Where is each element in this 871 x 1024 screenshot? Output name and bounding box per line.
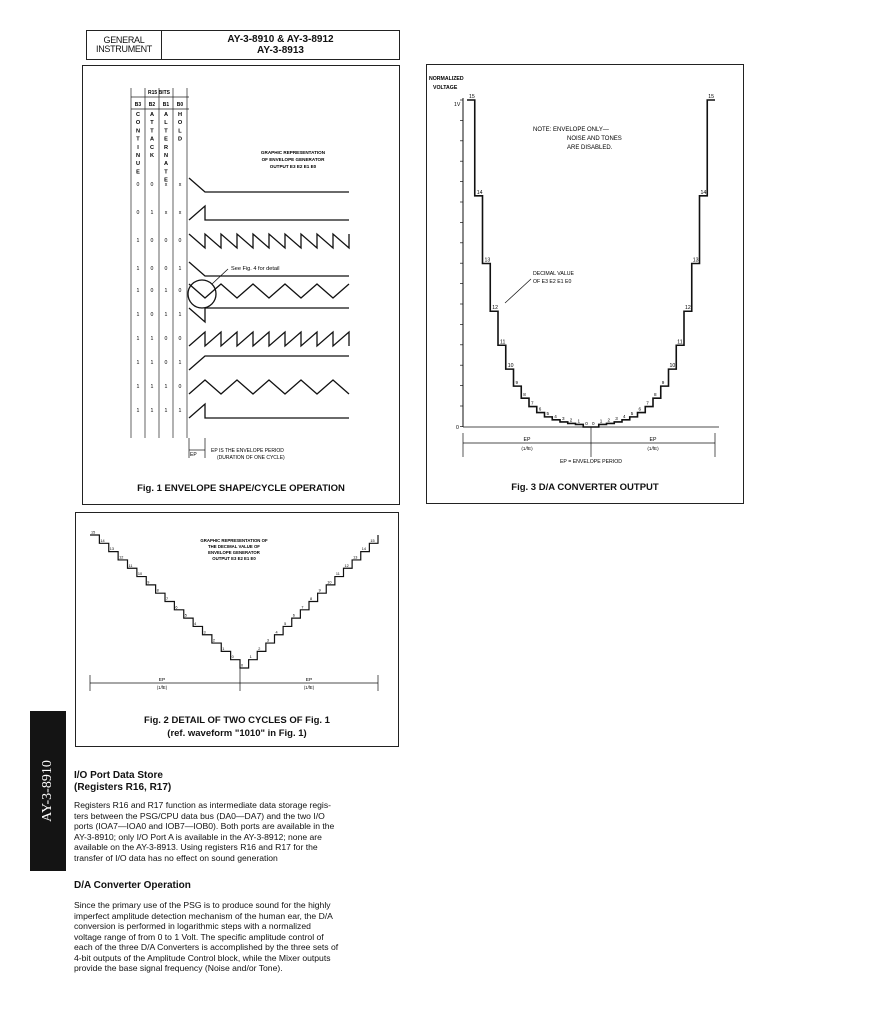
fig2-step-label: 14 xyxy=(361,547,366,552)
fig1-waveform-1100 xyxy=(189,332,349,346)
fig1-bit-value: 0 xyxy=(164,266,168,272)
fig1-colname-letter: E xyxy=(136,169,140,176)
section1-line: Registers R16 and R17 function as intermediate data storage regis- xyxy=(74,800,331,810)
fig3-step-value: 14 xyxy=(476,189,483,196)
fig2-step-label: 6 xyxy=(292,613,295,618)
fig1-bit-value: 1 xyxy=(136,312,140,318)
fig1-bit-value: x xyxy=(164,182,168,188)
fig1-colname-letter: I xyxy=(137,144,139,151)
section1-line: available on the AY-3-8913. Using registers R16 and R17 for the xyxy=(74,842,318,852)
section1-line: ters between the PSG/CPU data bus (DA0—DA7) and the two I/O xyxy=(74,810,325,821)
fig1-bit-b3: B3 xyxy=(134,102,142,108)
fig1-bit-value: 1 xyxy=(136,238,140,244)
section1-paragraph xyxy=(74,800,392,863)
fig1-colname-letter: O xyxy=(135,120,141,127)
fig1-bit-value: 1 xyxy=(164,288,168,294)
section2-line: conversion is performed in logarithmic steps with a normalized xyxy=(74,921,311,931)
fig3-step-value: 11 xyxy=(500,339,506,346)
fig3-step-value: 7 xyxy=(646,400,649,406)
fig2-ep-left-sub: (1/fE) xyxy=(156,685,168,690)
fig1-colname-letter: T xyxy=(136,136,140,143)
fig2-step-label: 2 xyxy=(258,646,261,651)
fig2-step-label: 11 xyxy=(335,572,340,577)
fig1-waveform-1110 xyxy=(189,380,349,394)
fig3-step-value: 15 xyxy=(469,94,475,100)
section-side-tab xyxy=(30,711,66,871)
fig2-step-label: 8 xyxy=(310,597,313,601)
fig2-label-2: THE DECIMAL VALUE OF xyxy=(208,544,260,549)
fig2-step-label: 9 xyxy=(318,588,321,593)
section-io-port xyxy=(74,770,392,863)
fig1-bit-value: 1 xyxy=(150,336,154,342)
fig1-bit-value: 0 xyxy=(136,210,140,216)
fig1-bit-value: 1 xyxy=(150,408,154,414)
fig2-step-label: 7 xyxy=(301,605,304,610)
fig1-bit-value: 1 xyxy=(136,384,140,390)
fig3-step-value: 0 xyxy=(585,421,588,426)
section1-line: ports (IOA7—IOA0 and IOB7—IOB0). Both ports are available in the xyxy=(74,821,335,831)
fig3-ylabel-1: NORMALIZED xyxy=(429,76,464,82)
fig2-step-label: 13 xyxy=(353,555,358,560)
fig1-colname-letter: H xyxy=(177,112,183,118)
fig3-ep-left-sub: (1/fE) xyxy=(521,446,533,451)
fig3-ep-note: EP = ENVELOPE PERIOD xyxy=(559,459,623,465)
fig1-bit-value: 0 xyxy=(150,238,154,244)
section1-title-2: (Registers R16, R17) xyxy=(74,782,172,793)
fig1-waveform-01xx xyxy=(189,206,349,220)
fig1-diagram xyxy=(83,66,399,504)
fig2-step-label: 4 xyxy=(194,621,197,626)
figure-3 xyxy=(426,64,744,504)
fig1-bit-value: 0 xyxy=(164,238,168,244)
fig3-step-value: 3 xyxy=(562,415,565,421)
fig3-step-value: 11 xyxy=(677,339,683,346)
fig1-bit-value: 1 xyxy=(150,360,154,366)
fig3-chart xyxy=(427,65,743,503)
fig2-step-label: 3 xyxy=(266,638,269,643)
fig1-colname-letter: T xyxy=(164,128,168,135)
fig2-step-label: 11 xyxy=(128,563,133,568)
fig3-note-1: NOTE: ENVELOPE ONLY— xyxy=(533,127,609,133)
fig1-colname-letter: A xyxy=(149,136,155,143)
fig1-bit-value: 1 xyxy=(164,408,168,414)
fig1-bit-b0: B0 xyxy=(176,102,184,108)
fig1-colname-letter: C xyxy=(149,144,155,151)
fig2-caption-1: Fig. 2 DETAIL OF TWO CYCLES OF Fig. 1 xyxy=(144,715,330,726)
fig1-bit-value: 0 xyxy=(178,288,182,294)
section2-title: D/A Converter Operation xyxy=(74,880,191,891)
fig3-step-value: 2 xyxy=(607,417,611,423)
fig2-step-label: 1 xyxy=(249,655,252,660)
fig1-bit-value: 1 xyxy=(136,336,140,342)
fig1-bit-value: x xyxy=(178,210,182,216)
fig1-bit-value: x xyxy=(178,182,182,188)
fig3-step-value: 5 xyxy=(630,410,634,416)
fig1-bit-value: 1 xyxy=(178,312,182,318)
fig3-step-value: 10 xyxy=(507,363,514,370)
section2-line: provide the base signal frequency (Noise and/or Tone). xyxy=(74,963,283,973)
fig2-step-label: 10 xyxy=(327,580,332,585)
fig2-step-label: 0 xyxy=(231,655,234,660)
fig3-note-3: ARE DISABLED. xyxy=(567,145,613,151)
fig1-colname-letter: E xyxy=(164,136,168,143)
section2-line: each of the three D/A Converters is accomplished by the three sets of xyxy=(74,942,339,952)
fig3-step-value: 9 xyxy=(515,380,519,386)
fig1-graphic-label-3: OUTPUT E3 E2 E1 E0 xyxy=(269,164,317,169)
fig1-waveform-1000 xyxy=(189,234,349,248)
fig1-bit-value: 0 xyxy=(164,360,168,366)
fig1-waveform-1101 xyxy=(189,356,349,370)
fig1-detail-circle xyxy=(188,280,216,308)
title-line-1: AY-3-8910 & AY-3-8912 xyxy=(227,34,334,45)
fig3-ylabel-2: VOLTAGE xyxy=(433,85,458,91)
fig3-step-value: 4 xyxy=(554,413,557,419)
fig3-step-value: 9 xyxy=(661,380,665,386)
fig1-caption: Fig. 1 ENVELOPE SHAPE/CYCLE OPERATION xyxy=(137,483,345,494)
fig1-colname-letter: L xyxy=(164,120,168,127)
fig1-bit-value: 0 xyxy=(150,182,154,188)
fig1-bit-value: 1 xyxy=(136,408,140,414)
fig3-step-value: 4 xyxy=(623,413,626,419)
fig1-bit-value: 0 xyxy=(150,288,154,294)
section1-line: transfer of I/O data has no effect on sound generation xyxy=(74,852,278,863)
fig1-colname-letter: A xyxy=(163,112,169,118)
fig3-decimal-label-2: OF E3 E2 E1 E0 xyxy=(533,279,572,285)
fig2-step-label: 3 xyxy=(203,630,206,635)
fig3-step-value: 0 xyxy=(592,421,595,426)
fig2-step-label: 15 xyxy=(91,530,96,535)
fig3-decimal-label-1: DECIMAL VALUE xyxy=(533,271,574,277)
fig1-reg-label: R15 BITS xyxy=(148,90,170,96)
fig1-colname-letter: N xyxy=(135,128,141,135)
fig2-step-label: 8 xyxy=(156,588,159,593)
fig3-caption: Fig. 3 D/A CONVERTER OUTPUT xyxy=(511,482,659,493)
fig3-step-value: 10 xyxy=(669,363,676,370)
fig1-colname-letter: C xyxy=(135,112,141,118)
fig1-bit-value: 0 xyxy=(178,336,182,342)
page-header xyxy=(86,30,400,60)
fig3-note-2: NOISE AND TONES xyxy=(567,136,622,142)
fig3-step-value: 13 xyxy=(484,257,491,264)
fig2-step-label: 2 xyxy=(212,638,215,643)
fig1-colname-letter: L xyxy=(178,128,182,135)
section2-line: voltage range of from 0 to 1 Volt. The specific amplitude control of xyxy=(74,931,324,942)
fig3-step-value: 3 xyxy=(615,415,618,421)
fig1-bit-b2: B2 xyxy=(148,102,156,108)
fig1-colname-letter: N xyxy=(135,153,141,159)
section-da-converter xyxy=(74,880,392,974)
fig3-step-value: 14 xyxy=(700,189,707,196)
fig1-colname-letter: O xyxy=(177,120,183,127)
section1-title-1: I/O Port Data Store xyxy=(74,770,163,781)
fig2-step-label: 12 xyxy=(344,563,349,568)
fig1-bit-value: 1 xyxy=(150,210,154,216)
fig3-step-value: 12 xyxy=(685,305,691,312)
fig2-step-label: 15 xyxy=(370,538,375,543)
fig2-label-4: OUTPUT E3 E2 E1 E0 xyxy=(212,556,256,561)
fig1-see-fig-note: See Fig. 4 for detail xyxy=(231,266,280,272)
fig1-bit-value: 1 xyxy=(136,360,140,366)
fig1-waveforms xyxy=(189,178,349,418)
fig2-label-1: GRAPHIC REPRESENTATION OF xyxy=(200,538,268,543)
fig1-bit-value: 0 xyxy=(150,312,154,318)
fig1-bit-b1: B1 xyxy=(162,102,170,108)
fig1-ep-note-2: (DURATION OF ONE CYCLE) xyxy=(217,455,285,461)
fig1-colname-letter: A xyxy=(149,112,155,118)
fig3-step-value: 8 xyxy=(523,392,526,398)
fig1-bit-value: 1 xyxy=(136,288,140,294)
title-line-2: AY-3-8913 xyxy=(257,45,304,56)
fig1-bit-value: 1 xyxy=(164,384,168,390)
fig1-colname-letter: U xyxy=(135,161,141,168)
fig2-step-label: 0 xyxy=(241,663,244,668)
fig1-bit-value: 1 xyxy=(164,312,168,318)
fig1-graphic-label-2: OF ENVELOPE GENERATOR xyxy=(261,157,325,162)
fig1-bit-value: 1 xyxy=(178,360,182,366)
company-logo xyxy=(87,31,162,59)
section2-line: 4-bit outputs of the Amplitude Control block, while the Mixer outputs xyxy=(74,952,331,963)
fig3-step-value: 15 xyxy=(708,94,715,100)
fig1-bit-value: 0 xyxy=(178,384,182,390)
fig1-bit-value: 0 xyxy=(150,266,154,272)
fig3-step-value: 13 xyxy=(692,257,699,264)
section1-line: AY-3-8910; only I/O Port A is available in the AY-3-8912; none are xyxy=(74,831,322,842)
fig1-bit-value: 0 xyxy=(136,182,140,188)
fig3-output-steps xyxy=(467,94,715,427)
fig1-colname-letter: A xyxy=(163,161,169,168)
fig1-colname-letter: R xyxy=(163,144,169,151)
fig3-ep-left: EP xyxy=(523,437,531,443)
fig1-bit-value: x xyxy=(164,210,168,216)
fig2-step-label: 5 xyxy=(184,613,187,618)
fig1-colname-letter: E xyxy=(164,177,168,184)
fig1-colname-letter: N xyxy=(163,153,169,159)
fig2-ep-left: EP xyxy=(158,678,166,683)
fig3-step-value: 6 xyxy=(538,406,542,412)
fig2-ep-right: EP xyxy=(305,678,313,683)
fig2-step-label: 10 xyxy=(137,572,143,577)
fig2-step-label: 6 xyxy=(175,605,178,610)
fig2-step-label: 7 xyxy=(166,597,169,601)
section2-line: imperfect amplitude detection mechanism of the human ear, the D/A xyxy=(74,910,333,921)
fig3-step-value: 1 xyxy=(599,418,603,424)
figure-2 xyxy=(75,512,399,747)
fig3-ep-right: EP xyxy=(649,437,657,443)
fig2-step-label: 12 xyxy=(119,555,124,560)
fig3-y-zero: 0 xyxy=(456,425,459,431)
fig3-step-value: 5 xyxy=(546,410,550,416)
fig2-step-label: 5 xyxy=(284,621,287,626)
fig1-colname-letter: D xyxy=(177,136,183,143)
fig2-step-label: 13 xyxy=(109,547,114,552)
fig2-diagram xyxy=(76,513,398,746)
fig1-waveform-1111 xyxy=(189,404,349,418)
company-line-2: INSTRUMENT xyxy=(96,44,152,54)
fig2-caption-2: (ref. waveform "1010" in Fig. 1) xyxy=(167,728,307,739)
fig1-waveform-00xx xyxy=(189,178,349,192)
fig3-y-top: 1V xyxy=(454,102,461,108)
fig3-step-value: 2 xyxy=(569,417,573,423)
fig1-bit-value: 1 xyxy=(136,266,140,272)
fig1-colname-letter: T xyxy=(150,128,154,135)
fig3-step-value: 6 xyxy=(638,406,642,412)
fig3-step-value: 1 xyxy=(577,418,581,424)
fig1-colname-letter: T xyxy=(164,169,168,176)
fig1-bit-value: 0 xyxy=(164,336,168,342)
fig1-bit-value: 1 xyxy=(150,384,154,390)
section2-paragraph xyxy=(74,900,392,974)
fig1-ep-label: EP xyxy=(190,452,197,458)
fig3-ep-right-sub: (1/fE) xyxy=(647,446,659,451)
fig3-step-value: 7 xyxy=(531,400,534,406)
fig3-step-value: 8 xyxy=(654,392,657,398)
fig1-ep-note-1: EP IS THE ENVELOPE PERIOD xyxy=(211,448,284,454)
fig2-step-label: 4 xyxy=(275,630,278,635)
fig1-bit-value: 1 xyxy=(178,266,182,272)
fig1-graphic-label-1: GRAPHIC REPRESENTATION xyxy=(260,150,326,155)
fig1-bit-value: 1 xyxy=(178,408,182,414)
fig2-step-label: 14 xyxy=(100,538,105,543)
section2-line: Since the primary use of the PSG is to produce sound for the highly xyxy=(74,900,331,910)
fig1-bit-value: 0 xyxy=(178,238,182,244)
fig2-label-3: ENVELOPE GENERATOR xyxy=(208,550,260,555)
document-title xyxy=(162,31,399,59)
company-line-1: GENERAL xyxy=(103,35,145,45)
fig1-colname-letter: T xyxy=(150,120,154,127)
fig3-step-value: 12 xyxy=(492,305,499,312)
fig1-waveform-1011 xyxy=(189,308,349,322)
side-tab-label: AY-3-8910 xyxy=(40,760,55,822)
fig2-step-label: 1 xyxy=(222,646,225,651)
fig2-step-label: 9 xyxy=(147,580,150,585)
fig1-colname-letter: K xyxy=(149,153,155,159)
figure-1 xyxy=(82,65,400,505)
fig2-ep-right-sub: (1/fE) xyxy=(303,685,315,690)
